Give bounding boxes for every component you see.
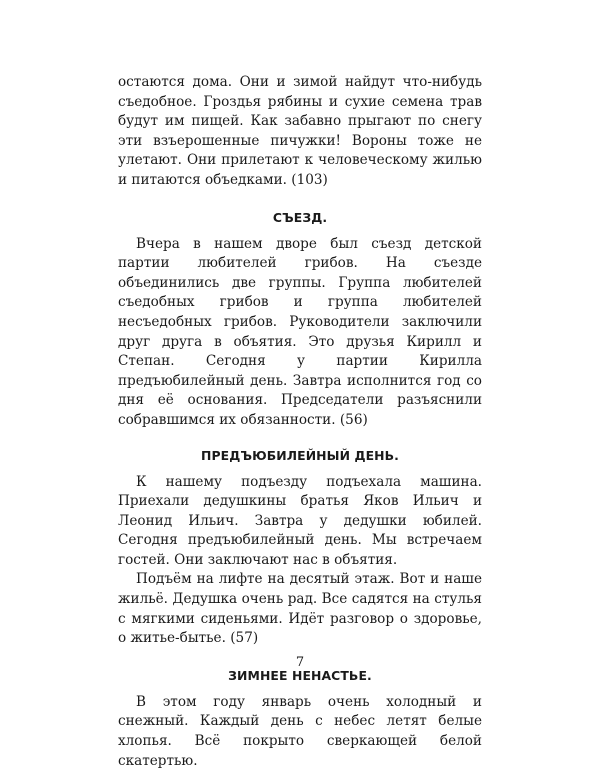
section-predyubileyny-paragraph-1: К нашему подъезду подъехала машина. Приехали дедушкины братья Яков Ильич и Леонид Ильич. Завтра у дедушки юбилей. Сегодня предъюбилейный день. Мы встречаем гостей. Они заключают нас в объятия. — [118, 473, 482, 568]
section-syezd-paragraph-1: Вчера в нашем дворе был съезд детской партии любителей грибов. На съезде объединились две группы. Группа любителей съедобных грибов и группа любителей несъедобных грибов. Руководители заключили друг друга в объятия. Это друзья Кирилл и Степан. Сегодня у партии Кирилла предъюбилейный день. Завтра исполнится год со дня её основания. Председатели разъяснили собравшимся их обязанности. (56) — [118, 235, 482, 428]
section-predyubileyny-paragraph-2: Подъём на лифте на десятый этаж. Вот и наше жильё. Дедушка очень рад. Все садятся на стулья с мягкими сиденьями. Идёт разговор о здоровье, о житье-бытье. (57) — [118, 571, 482, 647]
section-heading-zimnee-nenastye: ЗИМНЕЕ НЕНАСТЬЕ. — [228, 667, 372, 683]
page-number: 7 — [295, 655, 305, 670]
section-heading-predyubileyny-den: ПРЕДЪЮБИЛЕЙНЫЙ ДЕНЬ. — [201, 447, 399, 463]
intro-paragraph: остаются дома. Они и зимой найдут что-нибудь съедобное. Гроздья рябины и сухие семена трав будут им пищей. Как забавно прыгают по снегу эти взъерошенные пичужки! Вороны тоже не улетают. Они прилетают к человеческому жилью и питаются объедками. (103) — [118, 74, 482, 188]
section-zimnee-paragraph-1: В этом году январь очень холодный и снежный. Каждый день с небес летят белые хлопья. Всё покрыто сверкающей белой скатертью. — [118, 693, 482, 769]
section-heading-syezd: СЪЕЗД. — [272, 209, 328, 225]
